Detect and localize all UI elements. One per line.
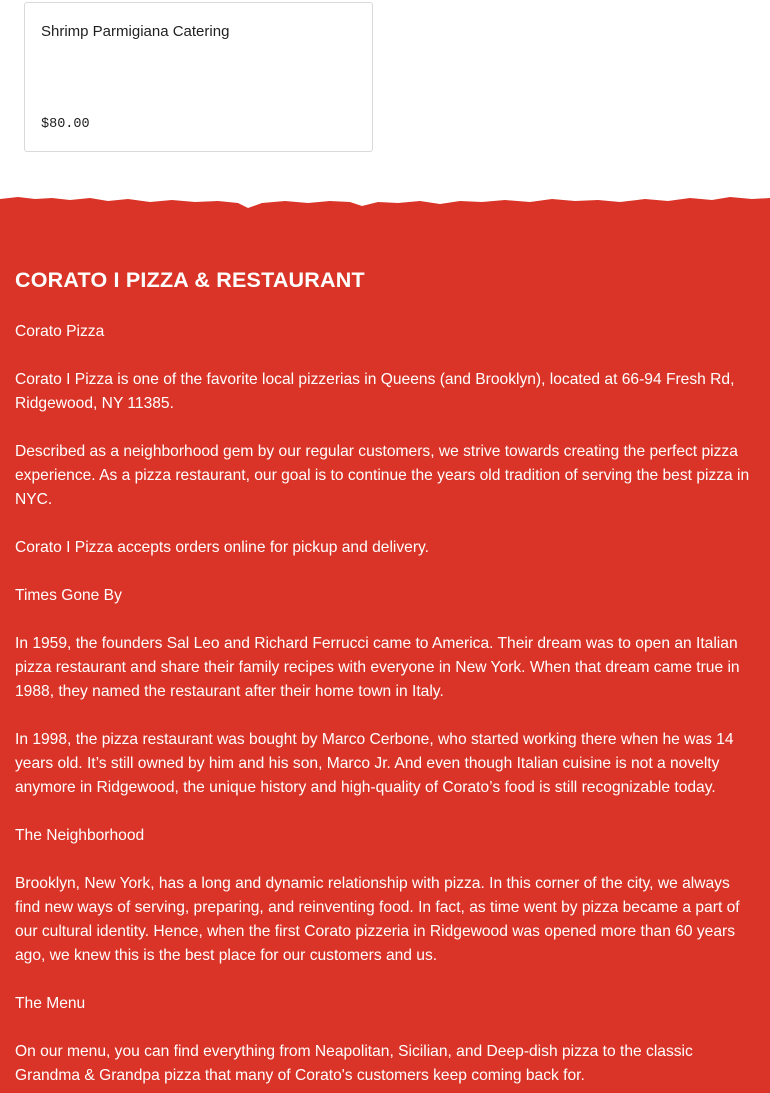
about-paragraph: In 1998, the pizza restaurant was bought by Marco Cerbone, who started working there when he was 14 years old. It’s still owned by him and his son, Marco Jr. And even though Italian cuisine is not a novelty anymore in Ridgewood, the unique history and high-quality of Corato’s food is still recognizable today. bbox=[15, 731, 734, 796]
about-heading: The Menu bbox=[15, 995, 86, 1012]
about-paragraph: Described as a neighborhood gem by our regular customers, we strive towards creating the perfect pizza experience. As a pizza restaurant, our goal is to continue the years old tradition of serving the best pizza in NYC. bbox=[15, 443, 750, 508]
about-paragraph: In 1959, the founders Sal Leo and Richard Ferrucci came to America. Their dream was to open an Italian pizza restaurant and share their family recipes with everyone in New York. When that dream came true in 1988, they named the restaurant after their home town in Italy. bbox=[15, 635, 740, 700]
about-heading: The Neighborhood bbox=[15, 827, 145, 844]
about-subtitle: Corato Pizza bbox=[15, 323, 105, 340]
menu-item-name: Shrimp Parmigiana Catering bbox=[41, 23, 230, 40]
about-content bbox=[15, 266, 757, 1093]
menu-item-card[interactable] bbox=[24, 2, 373, 152]
about-paragraph: On our menu, you can find everything from Neapolitan, Sicilian, and Deep-dish pizza to the classic Grandma & Grandpa pizza that many of Corato's customers keep coming back for. bbox=[15, 1043, 693, 1084]
about-heading: Times Gone By bbox=[15, 587, 122, 604]
about-title: CORATO I PIZZA & RESTAURANT bbox=[15, 268, 365, 292]
about-section bbox=[0, 190, 770, 1093]
menu-item-price: $80.00 bbox=[41, 117, 90, 132]
torn-paper-edge bbox=[0, 190, 770, 216]
about-paragraph: Brooklyn, New York, has a long and dynamic relationship with pizza. In this corner of the city, we always find new ways of serving, preparing, and reinventing food. In fact, as time went by pizza became a part of our cultural identity. Hence, when the first Corato pizzeria in Ridgewood was opened more than 60 years ago, we knew this is the best place for our customers and us. bbox=[15, 875, 740, 964]
about-paragraph: Corato I Pizza accepts orders online for pickup and delivery. bbox=[15, 539, 430, 556]
about-paragraph: Corato I Pizza is one of the favorite local pizzerias in Queens (and Brooklyn), located at 66-94 Fresh Rd, Ridgewood, NY 11385. bbox=[15, 371, 735, 412]
